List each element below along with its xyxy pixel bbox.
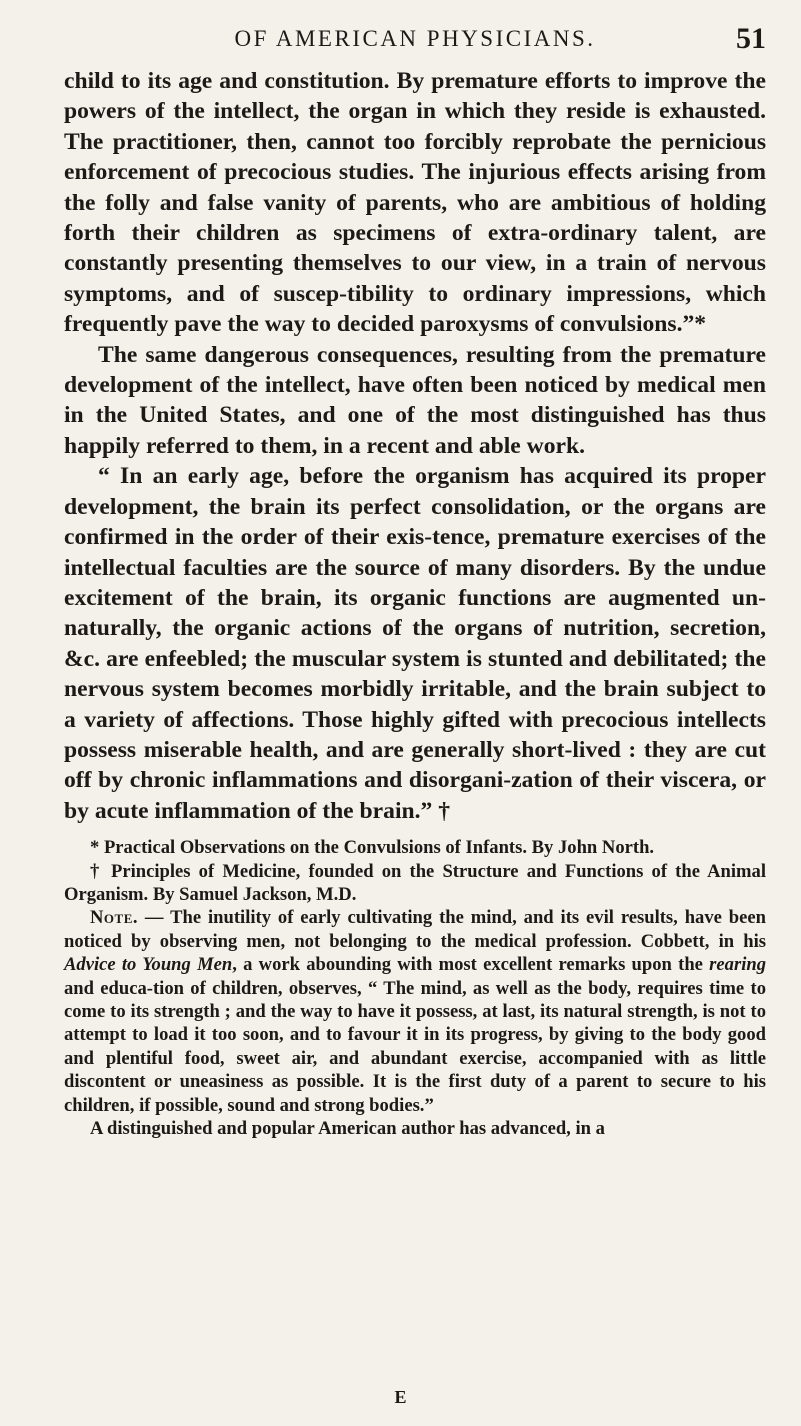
signature-mark: E — [394, 1387, 407, 1407]
editorial-note — [64, 906, 766, 1117]
paragraph-continued: child to its age and constitution. By premature efforts to improve the powers of the intellect, the organ in which they reside is exhausted. The practitioner, then, cannot too forcibly reprobate the pernicious enforcement of precocious studies. The injurious effects arising from the folly and false vanity of parents, who are ambitious of holding forth their children as specimens of extra-ordinary talent, are constantly presenting themselves to our view, in a train of nervous symptoms, and of suscep-tibility to ordinary impressions, which frequently pave the way to decided paroxysms of convulsions.”* — [64, 68, 766, 338]
emphasis-italic: rearing — [709, 954, 766, 976]
running-title: OF AMERICAN PHYSICIANS. — [234, 26, 596, 51]
footnote-star: * Practical Observations on the Convulsions of Infants. By John North. — [90, 837, 655, 859]
book-title-italic: Advice to Young Men — [64, 954, 233, 976]
note-text: — The inutility of early cultivating the mind, and its evil results, have been noticed by observing men, not belonging to the medical profession. Cobbett, in his — [64, 907, 766, 952]
running-head — [64, 22, 766, 66]
paragraph: The same dangerous consequences, resulting from the premature development of the intellect, have often been noticed by medical men in the United States, and one of the most distinguished has thus happily referred to them, in a recent and able work. — [64, 341, 766, 459]
page-number: 51 — [736, 22, 766, 55]
note-text: and educa-tion of children, observes, “ The mind, as well as the body, requires time to come to its strength ; and the way to have it possess, at last, its natural strength, is not to attempt to load it too soon, and to favour it in its progress, by giving to the body good and plentiful food, sweet air, and abundant exercise, accompanied with as little discontent or uneasiness as possible. It is the first duty of a parent to secure to his children, if possible, sound and strong bodies.” — [64, 977, 766, 1116]
block-quotation: “ In an early age, before the organism has acquired its proper development, the brain its perfect consolidation, or the organs are confirmed in the order of their exis-tence, premature exercises of the intellectual faculties are the source of many disorders. By the undue excitement of the brain, its organic functions are augmented un-naturally, the organic actions of the organs of nutrition, secretion, &c. are enfeebled; the muscular system is stunted and debilitated; the nervous system becomes morbidly irritable, and the brain subject to a variety of affections. Those highly gifted with precocious intellects possess miserable health, and are generally short-lived : they are cut off by chronic inflammations and disorgani-zation of their viscera, or by acute inflammation of the brain.” † — [64, 463, 766, 824]
note-text: , a work abounding with most excellent remarks upon the — [232, 954, 710, 976]
note-continuation: A distinguished and popular American author has advanced, in a — [90, 1118, 605, 1140]
note-label: Note. — [90, 907, 139, 929]
footnote-separator — [64, 826, 766, 836]
book-page — [64, 22, 766, 1140]
main-text — [64, 66, 766, 826]
footnote-dagger: † Principles of Medicine, founded on the Structure and Functions of the Animal Organism. By Samuel Jackson, M.D. — [64, 860, 766, 905]
footnotes — [64, 836, 766, 1140]
